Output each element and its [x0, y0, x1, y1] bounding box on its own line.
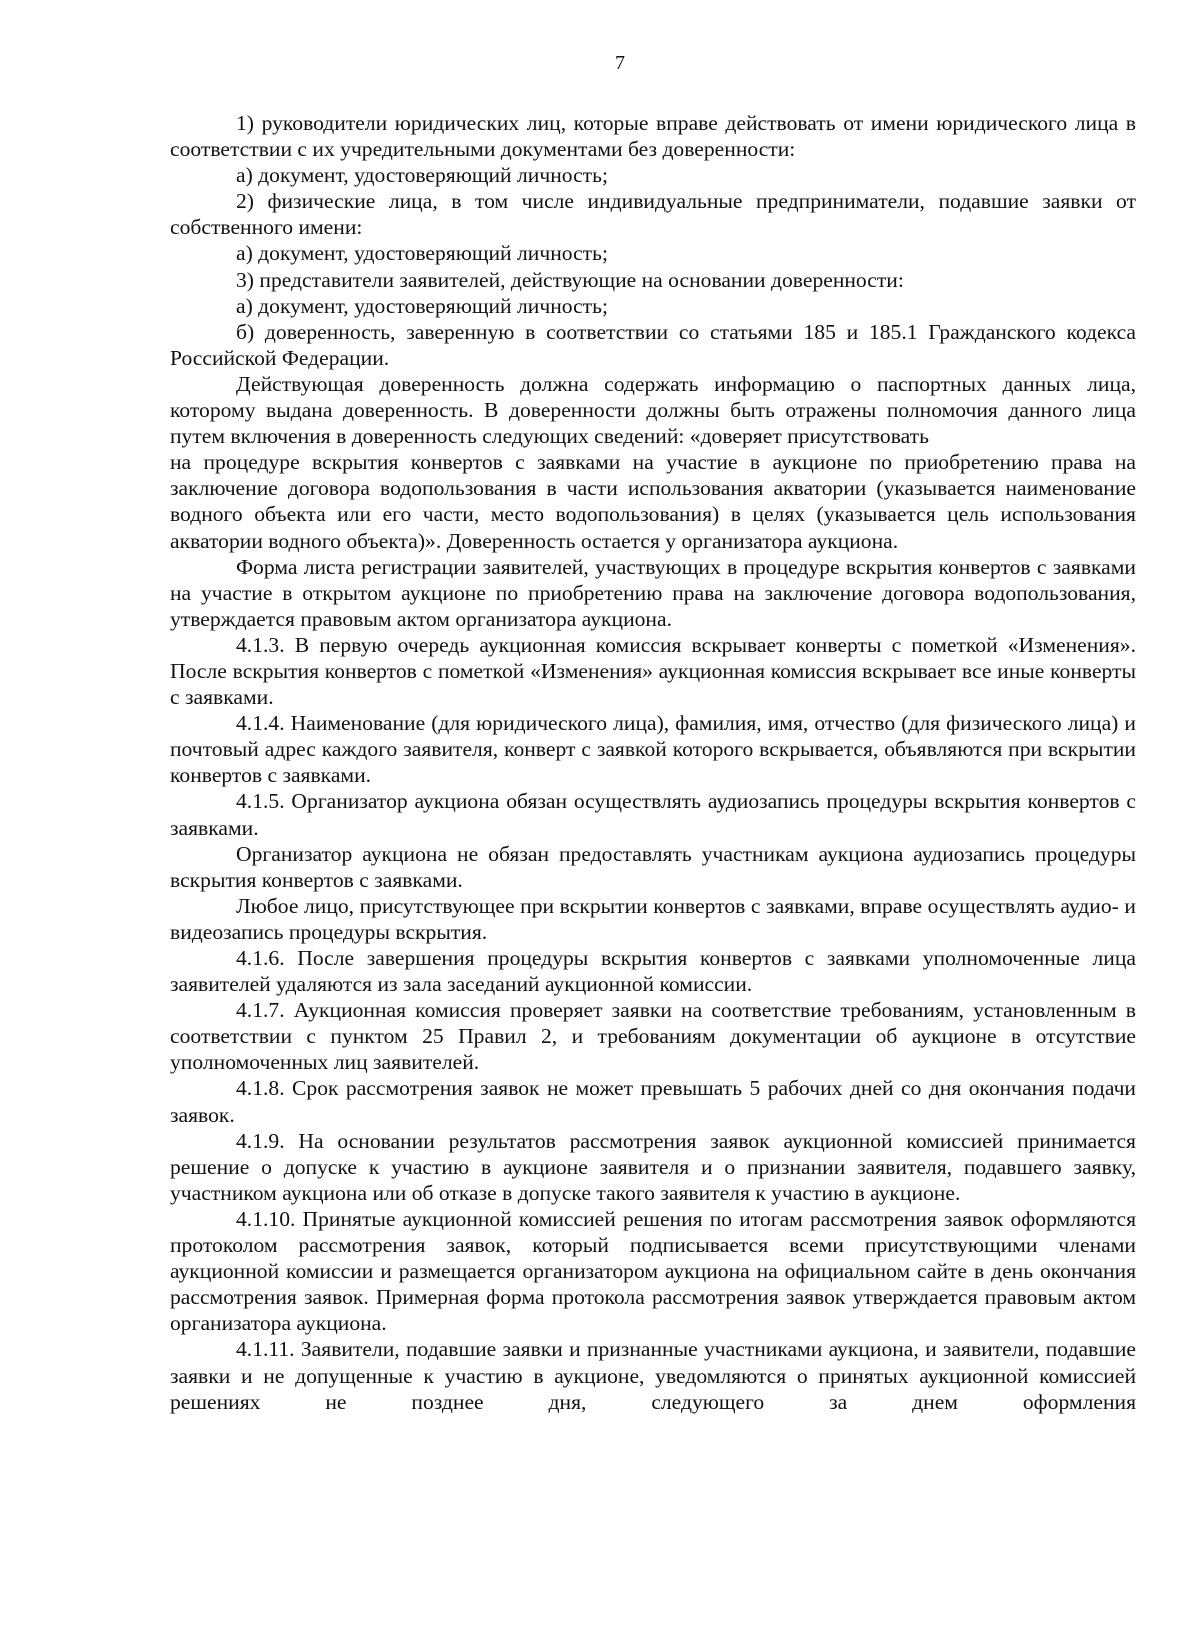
- paragraph: а) документ, удостоверяющий личность;: [236, 293, 608, 318]
- paragraph: б) доверенность, заверенную в соответствии со статьями 185 и 185.1 Гражданского кодекса Российской Федерации.: [170, 319, 1136, 370]
- paragraph: 4.1.4. Наименование (для юридического лица), фамилия, имя, отчество (для физического лица) и почтовый адрес каждого заявителя, конверт с заявкой которого вскрывается, объявляются при вскрытии конвертов с заявками.: [170, 711, 1136, 788]
- paragraph: 4.1.10. Принятые аукционной комиссией решения по итогам рассмотрения заявок оформляются протоколом рассмотрения заявок, который подписывается всеми присутствующими членами аукционной комиссии и размещается организатором аукциона на официальном сайте в день окончания рассмотрения заявок. Примерная форма протокола рассмотрения заявок утверждается правовым актом организатора аукциона.: [170, 1206, 1136, 1336]
- paragraph: 3) представители заявителей, действующие на основании доверенности:: [236, 267, 904, 292]
- paragraph: на процедуре вскрытия конвертов с заявками на участие в аукционе по приобретению права на заключение договора водопользования в части использования акватории (указывается наименование водного объекта или его части, место водопользования) в целях (указывается цель использования акватории водного объекта)». Доверенность остается у организатора аукциона.: [170, 450, 1136, 553]
- paragraph: 4.1.3. В первую очередь аукционная комиссия вскрывает конверты с пометкой «Изменения». После вскрытия конвертов с пометкой «Изменения» аукционная комиссия вскрывает все иные конверты с заявками.: [170, 632, 1136, 710]
- paragraph: Действующая доверенность должна содержать информацию о паспортных данных лица, которому выдана доверенность. В доверенности должны быть отражены полномочия данного лица путем включения в доверенность следующих сведений: «доверяет присутствовать: [170, 371, 1136, 449]
- paragraph: Организатор аукциона не обязан предоставлять участникам аукциона аудиозапись процедуры вскрытия конвертов с заявками.: [170, 841, 1136, 892]
- document-body: [170, 110, 1136, 1415]
- paragraph: 4.1.7. Аукционная комиссия проверяет заявки на соответствие требованиям, установленным в соответствии с пунктом 25 Правил 2, и требованиям документации об аукционе в отсутствие уполномоченных лиц заявителей.: [170, 998, 1136, 1075]
- paragraph: 4.1.11. Заявители, подавшие заявки и признанные участниками аукциона, и заявители, подавшие заявки и не допущенные к участию в аукционе, уведомляются о принятых аукционной комиссией решениях не позднее дня, следующего за днем оформления: [170, 1337, 1136, 1414]
- page-number: 7: [615, 52, 625, 74]
- paragraph: Форма листа регистрации заявителей, участвующих в процедуре вскрытия конвертов с заявками на участие в открытом аукционе по приобретению права на заключение договора водопользования, утверждается правовым актом организатора аукциона.: [170, 554, 1136, 631]
- paragraph: 4.1.5. Организатор аукциона обязан осуществлять аудиозапись процедуры вскрытия конвертов с заявками.: [170, 789, 1136, 840]
- paragraph: 4.1.9. На основании результатов рассмотрения заявок аукционной комиссией принимается решение о допуске к участию в аукционе заявителя и о признании заявителя, подавшего заявку, участником аукциона или об отказе в допуске такого заявителя к участию в аукционе.: [170, 1128, 1136, 1205]
- paragraph: 1) руководители юридических лиц, которые вправе действовать от имени юридического лица в соответствии с их учредительными документами без доверенности:: [170, 111, 1136, 162]
- paragraph: Любое лицо, присутствующее при вскрытии конвертов с заявками, вправе осуществлять аудио- и видеозапись процедуры вскрытия.: [170, 893, 1136, 944]
- paragraph: 2) физические лица, в том числе индивидуальные предприниматели, подавшие заявки от собственного имени:: [170, 189, 1136, 240]
- paragraph: 4.1.6. После завершения процедуры вскрытия конвертов с заявками уполномоченные лица заявителей удаляются из зала заседаний аукционной комиссии.: [170, 946, 1136, 997]
- paragraph: а) документ, удостоверяющий личность;: [236, 163, 608, 188]
- paragraph: а) документ, удостоверяющий личность;: [236, 241, 608, 266]
- paragraph: 4.1.8. Срок рассмотрения заявок не может превышать 5 рабочих дней со дня окончания подачи заявок.: [170, 1076, 1136, 1127]
